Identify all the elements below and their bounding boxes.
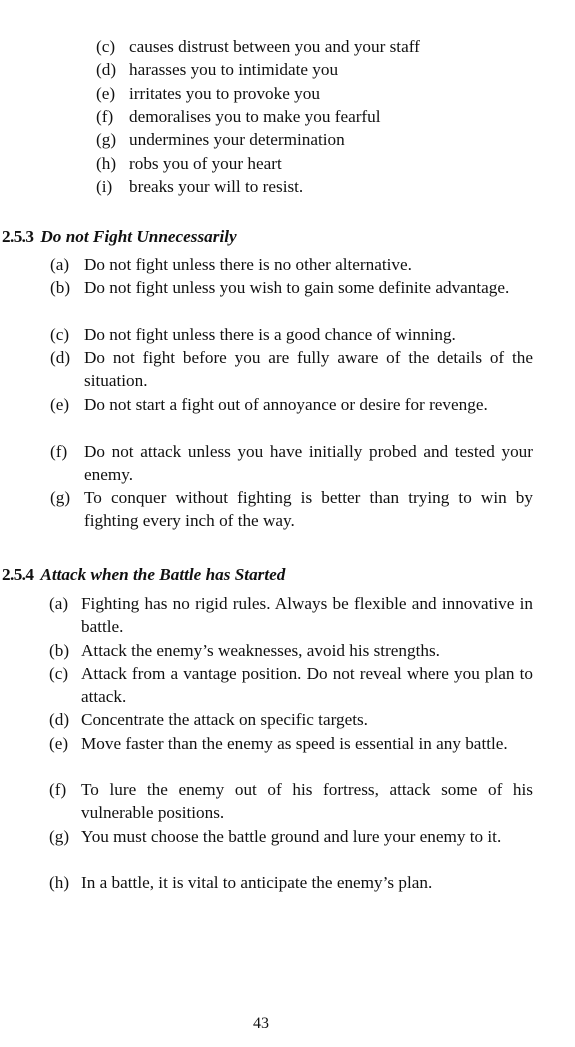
item-label: (a) [50, 255, 70, 274]
list-item [49, 662, 533, 709]
item-label: (h) [96, 154, 117, 173]
list-item [49, 778, 533, 825]
item-label: (f) [49, 780, 67, 799]
item-label: (c) [96, 37, 116, 56]
section-heading [2, 225, 237, 248]
item-text: Do not fight unless you wish to gain some definite advantage. [84, 278, 510, 297]
section-title: Do not Fight Unnecessarily [40, 227, 237, 246]
item-text: breaks your will to resist. [129, 177, 304, 196]
item-label: (e) [49, 734, 69, 753]
list-item [49, 708, 533, 731]
list-item [49, 871, 533, 894]
section-title: Attack when the Battle has Started [40, 565, 286, 584]
item-text: Do not fight unless there is a good chance of winning. [84, 325, 456, 344]
list-item [96, 105, 536, 128]
list-item [96, 175, 536, 198]
list-item [49, 592, 533, 639]
list-item [49, 732, 533, 755]
item-text: undermines your determination [129, 130, 345, 149]
item-text: Move faster than the enemy as speed is essential in any battle. [81, 734, 508, 753]
item-text: robs you of your heart [129, 154, 282, 173]
item-label: (b) [49, 641, 70, 660]
item-text: harasses you to intimidate you [129, 60, 339, 79]
item-label: (d) [96, 60, 117, 79]
item-label: (h) [49, 873, 70, 892]
page-number: 43 [253, 1015, 269, 1032]
item-text: Do not attack unless you have initially probed and tested your enemy. [84, 442, 533, 485]
item-label: (i) [96, 177, 113, 196]
list-item [49, 825, 533, 848]
section-number: 2.5.3 [2, 227, 34, 246]
list-item [50, 440, 533, 487]
item-text: To lure the enemy out of his fortress, attack some of his vulnerable positions. [81, 780, 533, 823]
item-label: (c) [49, 664, 69, 683]
item-text: causes distrust between you and your staff [129, 37, 420, 56]
item-text: Do not start a fight out of annoyance or desire for revenge. [84, 395, 488, 414]
list-item [96, 35, 536, 58]
list-item [50, 486, 533, 533]
section-heading [2, 563, 285, 586]
item-label: (f) [50, 442, 68, 461]
item-label: (d) [50, 348, 71, 367]
list-item [50, 323, 533, 346]
item-text: In a battle, it is vital to anticipate the enemy’s plan. [81, 873, 433, 892]
list-item [96, 128, 536, 151]
list-item [50, 346, 533, 393]
item-text: demoralises you to make you fearful [129, 107, 381, 126]
item-label: (e) [50, 395, 70, 414]
item-label: (g) [96, 130, 117, 149]
item-text: Do not fight before you are fully aware of the details of the situation. [84, 348, 533, 391]
list-item [50, 393, 533, 416]
item-label: (a) [49, 594, 69, 613]
item-text: To conquer without fighting is better than trying to win by fighting every inch of the way. [84, 488, 533, 531]
item-text: Attack from a vantage position. Do not reveal where you plan to attack. [81, 664, 533, 707]
list-item [49, 639, 533, 662]
section-number: 2.5.4 [2, 565, 34, 584]
item-text: Concentrate the attack on specific targets. [81, 710, 368, 729]
item-text: Attack the enemy’s weaknesses, avoid his strengths. [81, 641, 440, 660]
list-item [96, 82, 536, 105]
item-label: (f) [96, 107, 114, 126]
item-label: (d) [49, 710, 70, 729]
list-item [50, 253, 533, 276]
item-text: Fighting has no rigid rules. Always be flexible and innovative in battle. [81, 594, 533, 637]
item-text: Do not fight unless there is no other alternative. [84, 255, 412, 274]
list-item [96, 152, 536, 175]
list-item [96, 58, 536, 81]
item-label: (c) [50, 325, 70, 344]
item-label: (e) [96, 84, 116, 103]
item-label: (g) [50, 488, 71, 507]
item-text: You must choose the battle ground and lure your enemy to it. [81, 827, 502, 846]
list-item [50, 276, 533, 299]
item-label: (b) [50, 278, 71, 297]
item-text: irritates you to provoke you [129, 84, 320, 103]
item-label: (g) [49, 827, 70, 846]
